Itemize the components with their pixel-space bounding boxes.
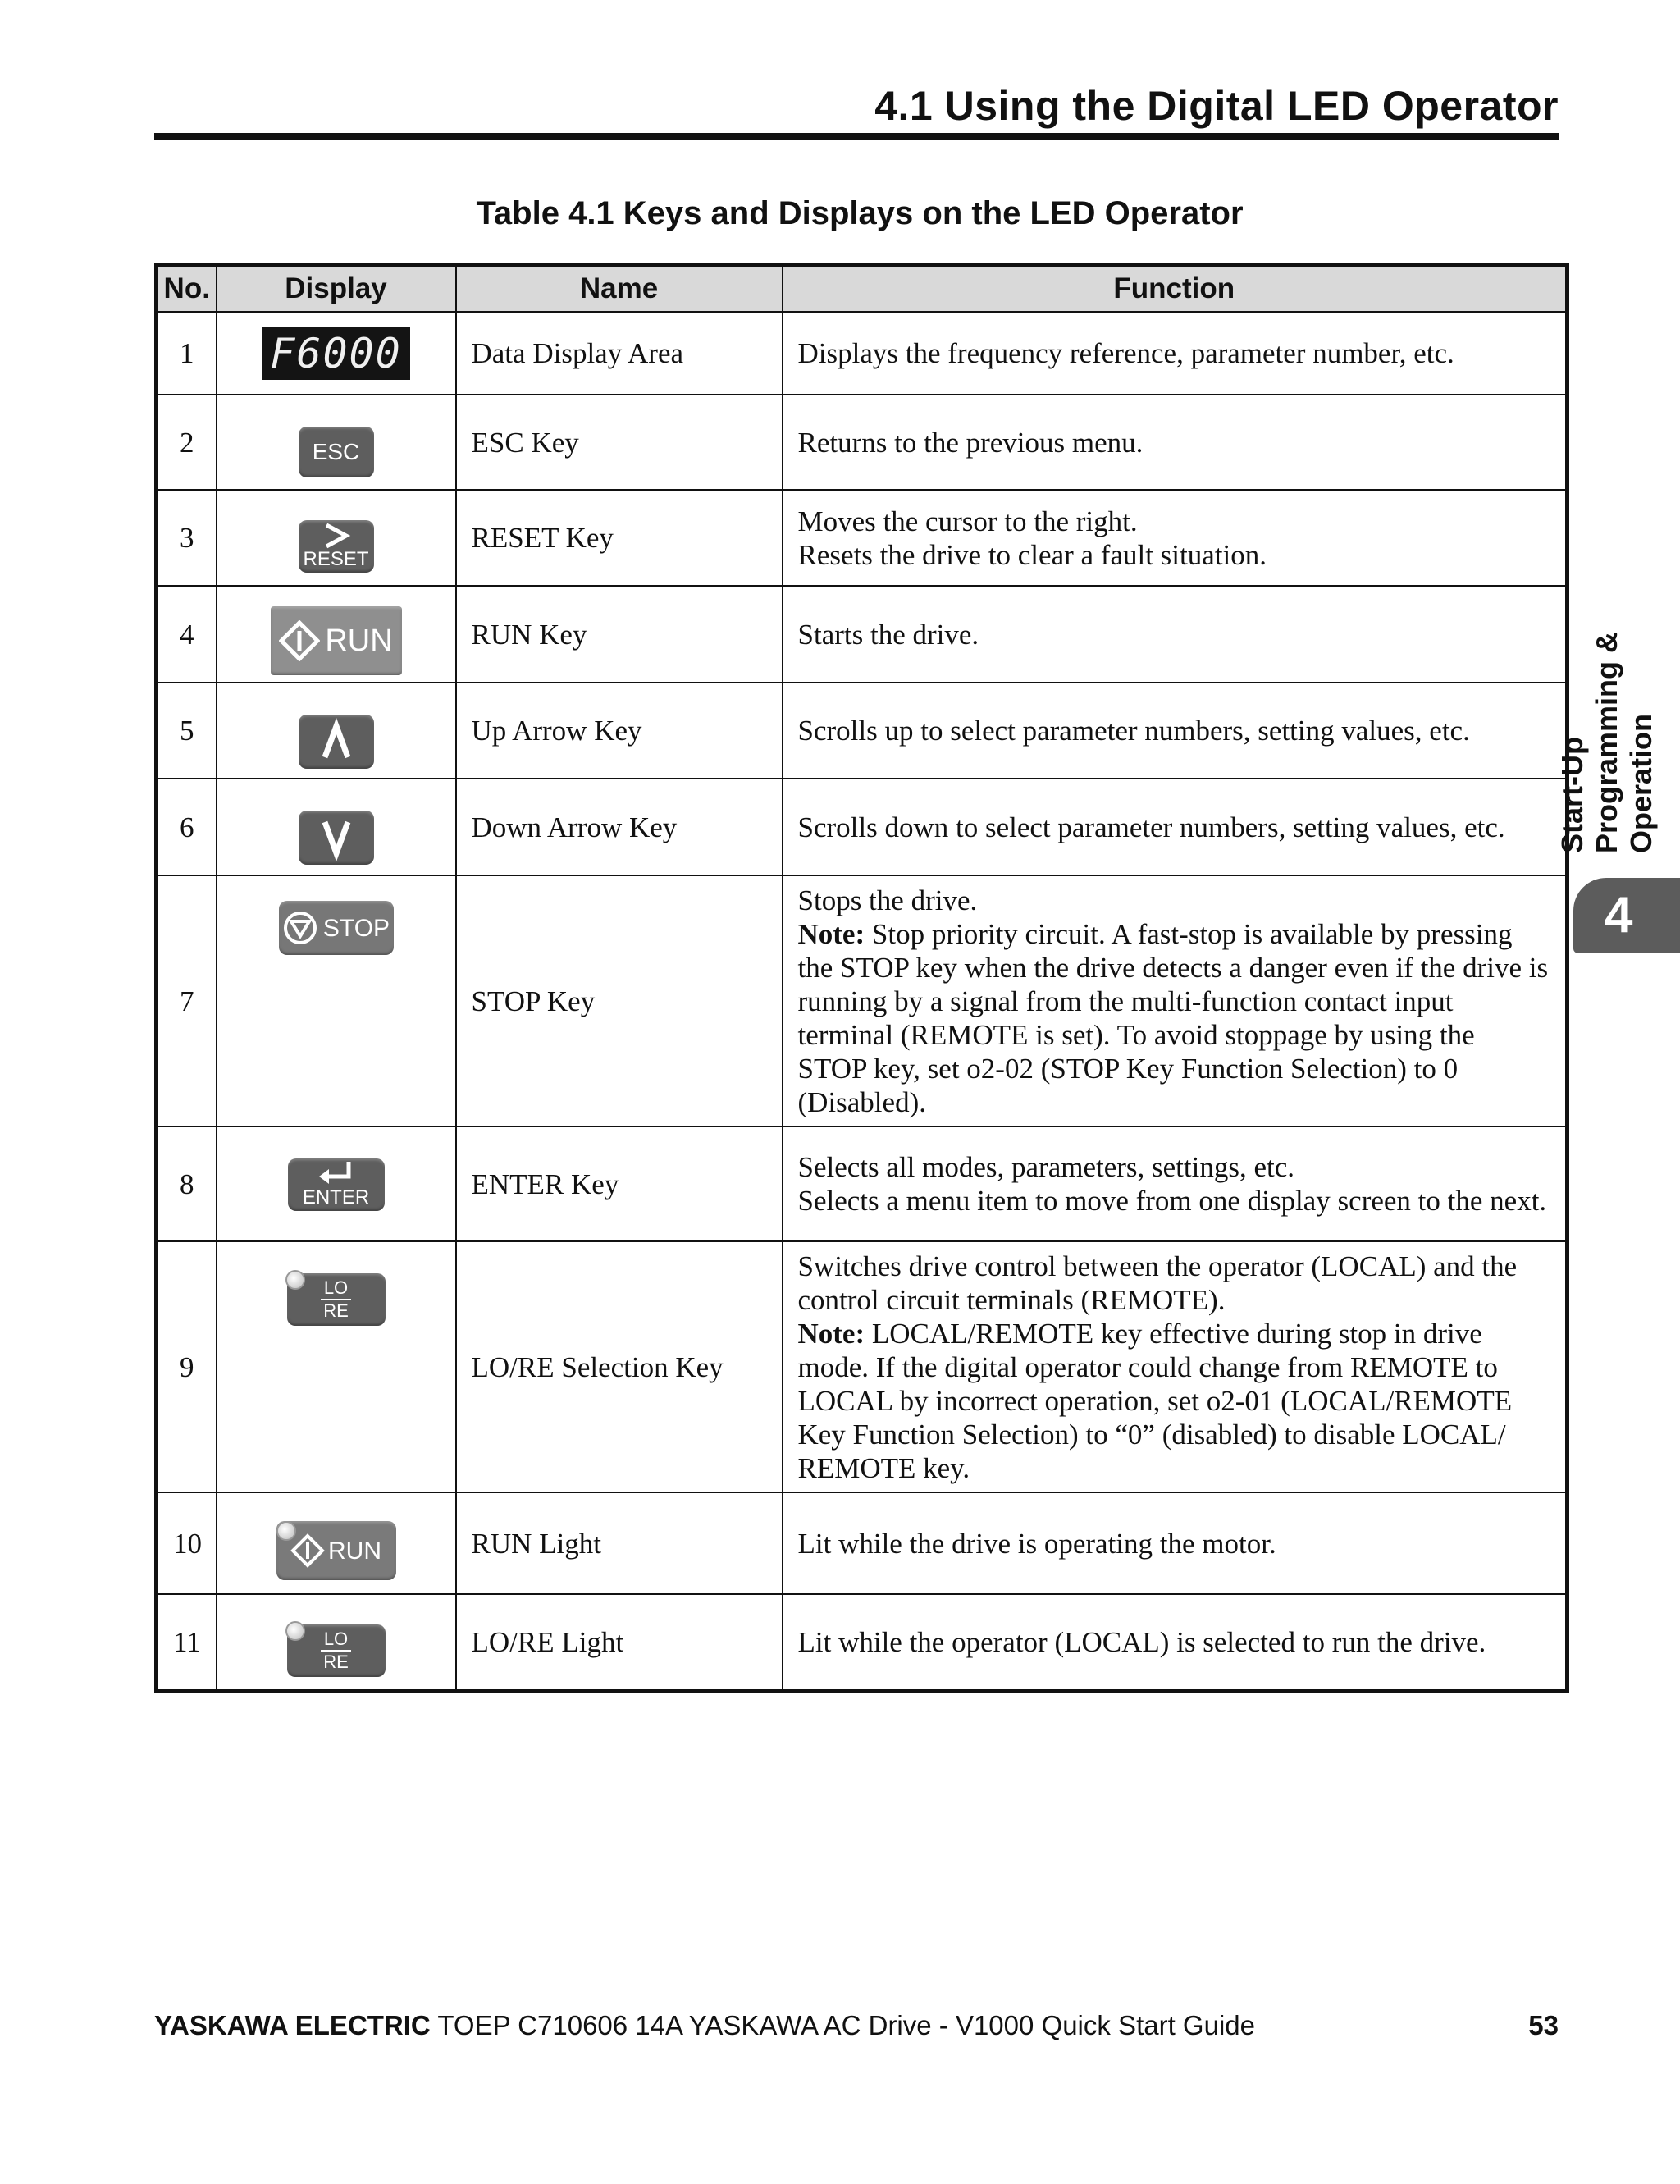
row-number: 1 xyxy=(157,312,217,395)
row-name: RUN Light xyxy=(456,1492,783,1594)
page-header xyxy=(154,75,1559,140)
table-row xyxy=(157,490,1568,586)
col-header-no: No. xyxy=(157,265,217,313)
row-name: ENTER Key xyxy=(456,1126,783,1241)
page-footer xyxy=(154,2010,1559,2041)
footer-brand: YASKAWA ELECTRIC xyxy=(154,2010,431,2040)
col-header-display: Display xyxy=(217,265,456,313)
page-number: 53 xyxy=(1528,2010,1559,2040)
down-arrow-icon xyxy=(299,811,374,865)
row-number: 2 xyxy=(157,395,217,490)
display-cell xyxy=(217,312,456,395)
row-number: 9 xyxy=(157,1241,217,1492)
run-light-icon: RUN xyxy=(276,1521,396,1580)
table-row xyxy=(157,1594,1568,1691)
table-row xyxy=(157,395,1568,490)
row-function: Switches drive control between the operator (LOCAL) and the control circuit terminals (REMOTE). Note: LOCAL/REMOTE key effective during stop in drive mode. If the digital operator could change from REMOTE to LOCAL by incorrect operation, set o2-01 (LOCAL/REMOTE Key Function Selection) to “0” (disabled) to disable LOCAL/ REMOTE key. xyxy=(783,1241,1568,1492)
display-cell xyxy=(217,779,456,875)
row-function: Selects all modes, parameters, settings, etc. Selects a menu item to move from one display screen to the next. xyxy=(783,1126,1568,1241)
stop-circle-icon xyxy=(282,910,318,946)
table-row xyxy=(157,1492,1568,1594)
table-caption: Table 4.1 Keys and Displays on the LED Operator xyxy=(476,195,1244,231)
lo-re-key-icon: LO RE xyxy=(287,1273,386,1326)
led-display-icon: F6000 xyxy=(262,327,410,380)
up-arrow-icon xyxy=(299,715,374,769)
row-number: 7 xyxy=(157,875,217,1126)
display-cell xyxy=(217,395,456,490)
display-cell xyxy=(217,490,456,586)
side-tab-label: Start-Up Programming & Operation xyxy=(1555,631,1658,853)
col-header-function: Function xyxy=(783,265,1568,313)
row-number: 3 xyxy=(157,490,217,586)
row-function: Scrolls up to select parameter numbers, setting values, etc. xyxy=(783,683,1568,779)
row-name: LO/RE Light xyxy=(456,1594,783,1691)
section-title: 4.1 Using the Digital LED Operator xyxy=(874,83,1559,129)
stop-key-icon: STOP xyxy=(279,901,394,955)
esc-key-icon: ESC xyxy=(299,427,374,477)
table-row xyxy=(157,1126,1568,1241)
table-row xyxy=(157,875,1568,1126)
display-cell xyxy=(217,1126,456,1241)
row-name: Up Arrow Key xyxy=(456,683,783,779)
row-function: Starts the drive. xyxy=(783,586,1568,683)
row-name: Data Display Area xyxy=(456,312,783,395)
run-key-icon: RUN xyxy=(271,606,402,675)
table-row xyxy=(157,1241,1568,1492)
up-arrow-key-icon xyxy=(299,715,374,769)
row-number: 8 xyxy=(157,1126,217,1241)
table-row xyxy=(157,312,1568,395)
row-number: 5 xyxy=(157,683,217,779)
keys-table xyxy=(154,263,1569,1693)
display-cell xyxy=(217,875,456,1126)
run-diamond-icon xyxy=(279,620,320,661)
indicator-light-icon xyxy=(276,1521,296,1541)
row-number: 11 xyxy=(157,1594,217,1691)
row-function: Lit while the operator (LOCAL) is selected to run the drive. xyxy=(783,1594,1568,1691)
display-cell xyxy=(217,1241,456,1492)
enter-key-icon: ENTER xyxy=(288,1158,385,1211)
indicator-light-icon xyxy=(285,1621,305,1641)
table-row xyxy=(157,683,1568,779)
display-cell xyxy=(217,1594,456,1691)
down-arrow-key-icon xyxy=(299,811,374,865)
lo-re-light-icon: LO RE xyxy=(287,1624,386,1677)
table-header-row xyxy=(157,265,1568,313)
indicator-light-icon xyxy=(285,1270,305,1290)
footer-doc-title: TOEP C710606 14A YASKAWA AC Drive - V1000 Quick Start Guide xyxy=(430,2010,1255,2040)
row-function: Scrolls down to select parameter numbers, setting values, etc. xyxy=(783,779,1568,875)
table-row xyxy=(157,586,1568,683)
row-number: 10 xyxy=(157,1492,217,1594)
row-number: 6 xyxy=(157,779,217,875)
row-function: Moves the cursor to the right. Resets the drive to clear a fault situation. xyxy=(783,490,1568,586)
row-name: STOP Key xyxy=(456,875,783,1126)
row-name: ESC Key xyxy=(456,395,783,490)
row-name: RUN Key xyxy=(456,586,783,683)
reset-key-icon: RESET xyxy=(299,520,374,573)
row-function: Lit while the drive is operating the motor. xyxy=(783,1492,1568,1594)
table-row xyxy=(157,779,1568,875)
run-diamond-icon xyxy=(290,1533,325,1568)
row-name: Down Arrow Key xyxy=(456,779,783,875)
row-function: Returns to the previous menu. xyxy=(783,395,1568,490)
display-cell xyxy=(217,586,456,683)
row-name: LO/RE Selection Key xyxy=(456,1241,783,1492)
row-name: RESET Key xyxy=(456,490,783,586)
display-cell xyxy=(217,683,456,779)
col-header-name: Name xyxy=(456,265,783,313)
row-function: Stops the drive. Note: Stop priority circuit. A fast-stop is available by pressing the STOP key when the drive detects a danger even if the drive is running by a signal from the multi-function contact input terminal (REMOTE is set). To avoid stoppage by using the STOP key, set o2-02 (STOP Key Function Selection) to 0 (Disabled). xyxy=(783,875,1568,1126)
row-number: 4 xyxy=(157,586,217,683)
enter-arrow-icon xyxy=(316,1160,357,1188)
chapter-tab: 4 xyxy=(1573,878,1680,953)
chevron-right-icon xyxy=(320,522,353,550)
display-cell xyxy=(217,1492,456,1594)
row-function: Displays the frequency reference, parameter number, etc. xyxy=(783,312,1568,395)
